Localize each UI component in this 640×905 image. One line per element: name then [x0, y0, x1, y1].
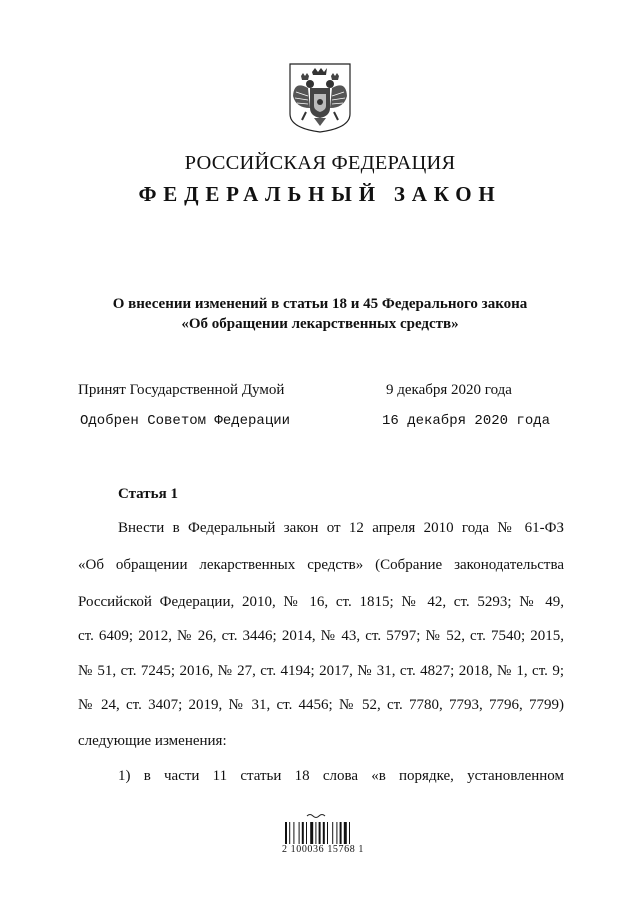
law-title-line-1: О внесении изменений в статьи 18 и 45 Федерального закона [112, 296, 528, 312]
adopted-label: Принят Государственной Думой [78, 382, 285, 398]
barcode-number: 2 100036 15768 1 [281, 844, 365, 855]
body-line: «Об обращении лекарственных средств» (Собрание законодательства [78, 557, 564, 573]
body-line: № 51, ст. 7245; 2016, № 27, ст. 4194; 2017, № 31, ст. 4827; 2018, № 1, ст. 9; [78, 663, 564, 679]
body-line: ст. 6409; 2012, № 26, ст. 3446; 2014, № 43, ст. 5797; № 52, ст. 7540; 2015, [78, 628, 564, 644]
article-heading: Статья 1 [118, 486, 178, 502]
body-line: 1) в части 11 статьи 18 слова «в порядке, установленном [118, 768, 564, 784]
document-type: ФЕДЕРАЛЬНЫЙ ЗАКОН [138, 182, 502, 206]
body-line: Российской Федерации, 2010, № 16, ст. 1815; № 42, ст. 5293; № 49, [78, 594, 564, 610]
approved-date: 16 декабря 2020 года [382, 413, 551, 429]
country-name: РОССИЙСКАЯ ФЕДЕРАЦИЯ [184, 152, 456, 174]
law-title-line-2: «Об обращении лекарственных средств» [181, 316, 459, 332]
adopted-date: 9 декабря 2020 года [386, 382, 512, 398]
coat-of-arms-icon [286, 62, 354, 134]
approved-label: Одобрен Советом Федерации [80, 413, 291, 429]
body-line: № 24, ст. 3407; 2019, № 31, ст. 4456; № 52, ст. 7780, 7793, 7796, 7799) [78, 697, 564, 713]
body-line: следующие изменения: [78, 733, 227, 749]
body-line: Внести в Федеральный закон от 12 апреля 2010 года № 61-ФЗ [118, 520, 564, 536]
